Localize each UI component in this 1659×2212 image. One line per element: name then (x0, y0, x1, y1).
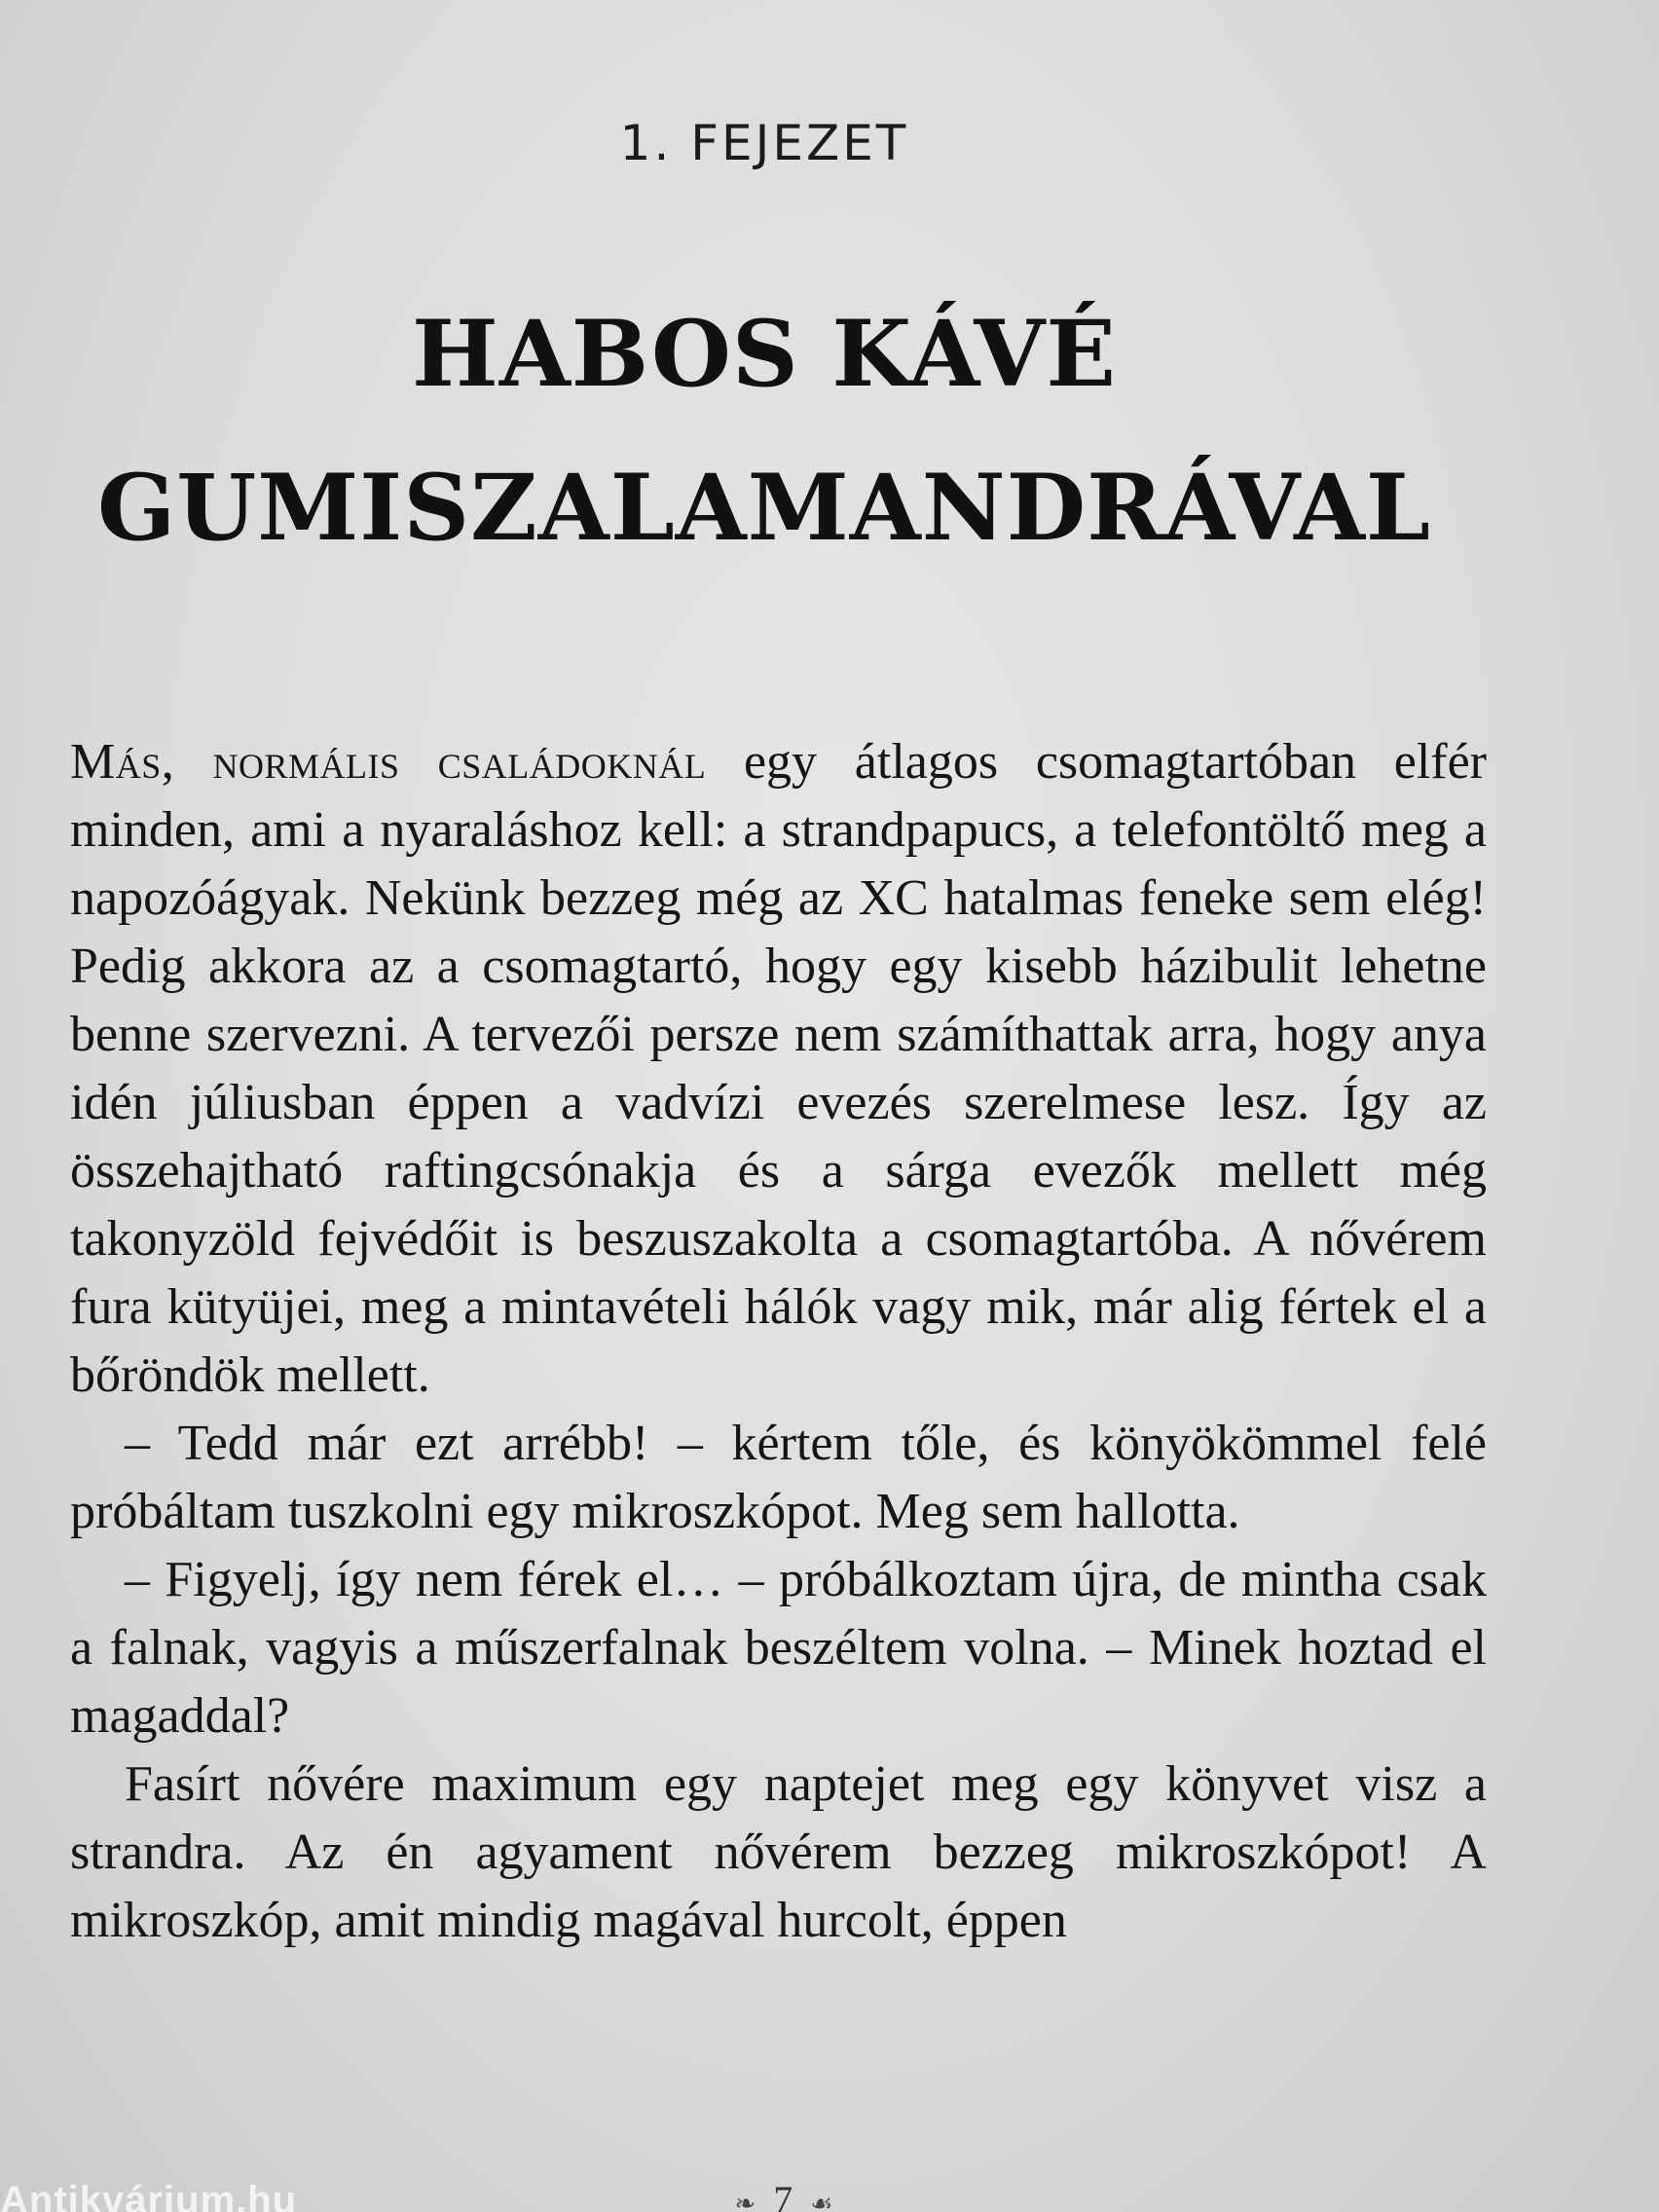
chapter-title-line-1: HABOS KÁVÉ (412, 301, 1117, 408)
watermark: Antikvárium.hu (0, 2179, 298, 2212)
paragraph-1-text: egy átlagos csomagtartóban elfér minden, ami a nyaraláshoz kell: a strandpapucs, a telefontöltő meg a napozóágyak. Nekünk bezzeg még az XC hatalmas feneke sem elég! Pedig akkora az a csomagtartó, hogy egy kisebb házibulit lehetne benne szervezni. A tervezői persze nem számíthattak arra, hogy anya idén júliusban éppen a vadvízi evezés szerelmese lesz. Így az összehajtható raftingcsónakja és a sárga evezők mellett még takonyzöld fejvédőit is beszuszakolta a csomagtartóba. A nővérem fura kütyüjei, meg a mintavételi hálók vagy mik, már alig fértek el a bőröndök mellett. (70, 734, 1488, 1403)
chapter-title-line-2: GUMISZALAMANDRÁVAL (96, 455, 1432, 562)
body-text (70, 728, 1487, 1955)
paragraph-3: – Figyelj, így nem férek el… – próbálkoztam újra, de mintha csak a falnak, vagyis a műszerfalnak beszéltem volna. – Minek hoztad el magaddal? (70, 1552, 1487, 1744)
chapter-label: 1. FEJEZET (619, 115, 909, 171)
paragraph-2: – Tedd már ezt arrébb! – kértem tőle, és könyökömmel felé próbáltam tuszkolni egy mikroszkópot. Meg sem hallotta. (70, 1416, 1487, 1539)
page-number: 7 (773, 2178, 793, 2212)
paragraph-4: Fasírt nővére maximum egy naptejet meg egy könyvet visz a strandra. Az én agyament nővérem bezzeg mikroszkópot! A mikroszkóp, amit mindig magával hurcolt, éppen (70, 1756, 1487, 1948)
paragraph-1 (70, 728, 1487, 1410)
paragraph-1-lead: Más, normális családoknál (70, 734, 707, 790)
chapter-title (0, 277, 1529, 585)
ornament-left-icon: ❧ (734, 2189, 756, 2212)
ornament-right-icon: ☙ (810, 2189, 833, 2212)
